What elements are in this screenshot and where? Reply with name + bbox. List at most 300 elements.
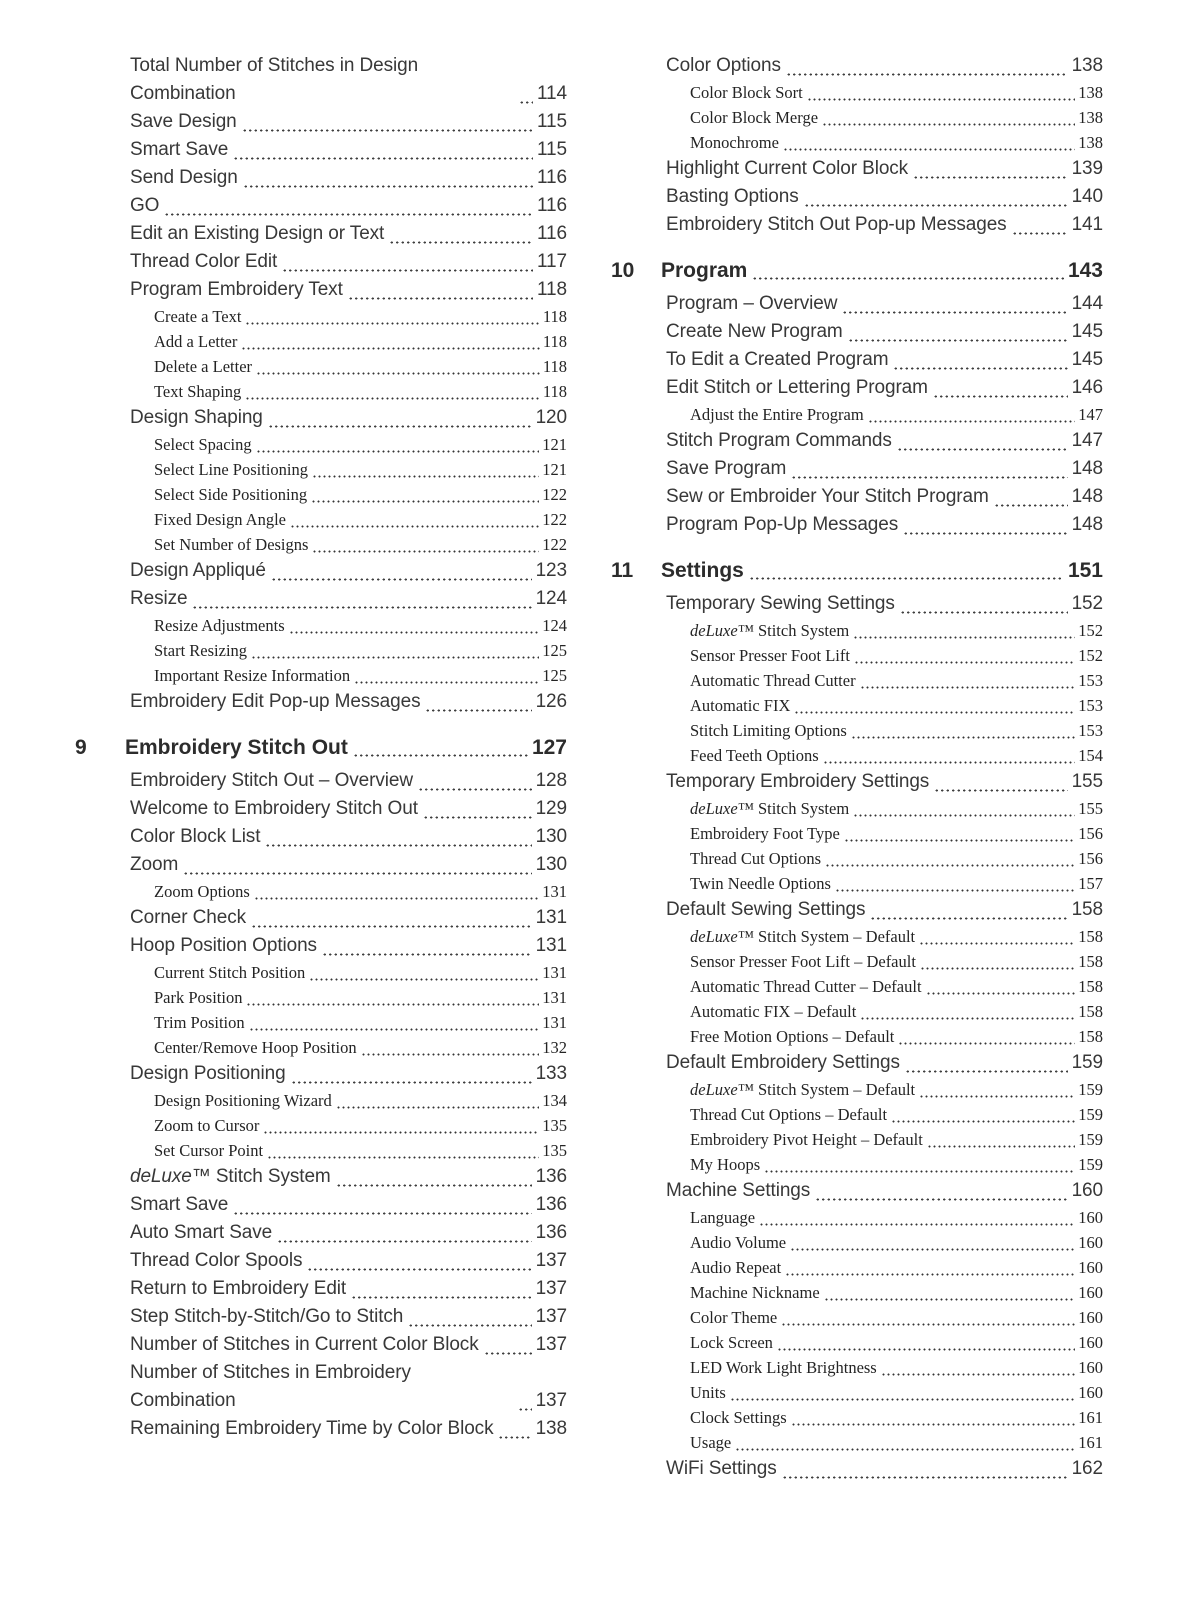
toc-entry[interactable] bbox=[666, 1455, 1103, 1483]
dot-leader-icon bbox=[783, 148, 1075, 151]
toc-entry[interactable] bbox=[130, 52, 567, 108]
toc-entry-page: 138 bbox=[1078, 83, 1103, 102]
toc-entry-page: 159 bbox=[1078, 1080, 1103, 1099]
toc-entry[interactable] bbox=[154, 1010, 567, 1035]
dot-leader-icon bbox=[251, 656, 539, 659]
toc-entry-title: Send Design bbox=[130, 167, 238, 188]
toc-entry[interactable] bbox=[666, 1177, 1103, 1205]
toc-entry-title: Create New Program bbox=[666, 321, 843, 342]
toc-entry-title: Save Program bbox=[666, 458, 787, 479]
toc-entry[interactable] bbox=[690, 999, 1103, 1024]
toc-entry[interactable] bbox=[690, 1355, 1103, 1380]
toc-entry-page: 126 bbox=[535, 691, 567, 712]
toc-entry-title: Basting Options bbox=[666, 186, 799, 207]
dot-leader-icon bbox=[897, 448, 1068, 451]
toc-entry-title: Units bbox=[690, 1383, 726, 1402]
toc-entry-title: Create a Text bbox=[154, 307, 242, 326]
toc-entry-title: Embroidery Pivot Height – Default bbox=[690, 1130, 923, 1149]
toc-entry[interactable] bbox=[130, 904, 567, 932]
toc-entry-page: 131 bbox=[542, 1013, 567, 1032]
toc-entry-title: Start Resizing bbox=[154, 641, 248, 660]
dot-leader-icon bbox=[423, 816, 532, 819]
dot-leader-icon bbox=[853, 814, 1075, 817]
toc-entry[interactable] bbox=[130, 1331, 567, 1359]
toc-entry-page: 162 bbox=[1071, 1458, 1103, 1479]
dot-leader-icon bbox=[309, 978, 539, 981]
toc-entry[interactable] bbox=[690, 1127, 1103, 1152]
toc-entry-title: deLuxe™ Stitch System – Default bbox=[690, 927, 916, 946]
toc-entry-title: Lock Screen bbox=[690, 1333, 773, 1352]
dot-leader-icon bbox=[312, 550, 539, 553]
toc-entry-page: 146 bbox=[1071, 377, 1103, 398]
toc-entry[interactable] bbox=[666, 590, 1103, 618]
dot-leader-icon bbox=[256, 450, 540, 453]
toc-chapter-entry[interactable] bbox=[611, 556, 1103, 586]
toc-entry-page: 152 bbox=[1078, 646, 1103, 665]
toc-entry[interactable] bbox=[130, 1415, 567, 1443]
toc-entry[interactable] bbox=[130, 1191, 567, 1219]
toc-entry[interactable] bbox=[666, 155, 1103, 183]
dot-leader-icon bbox=[498, 1436, 531, 1439]
dot-leader-icon bbox=[267, 1156, 539, 1159]
dot-leader-icon bbox=[781, 1323, 1075, 1326]
toc-entry[interactable] bbox=[130, 108, 567, 136]
toc-entry[interactable] bbox=[690, 1077, 1103, 1102]
toc-entry-title: Automatic FIX – Default bbox=[690, 1002, 857, 1021]
toc-entry-title: Resize Adjustments bbox=[154, 616, 285, 635]
toc-entry-title: Set Cursor Point bbox=[154, 1141, 264, 1160]
toc-entry-page: 134 bbox=[542, 1091, 567, 1110]
toc-entry[interactable] bbox=[690, 974, 1103, 999]
dot-leader-icon bbox=[484, 1352, 532, 1355]
toc-entry-page: 135 bbox=[542, 1116, 567, 1135]
toc-entry-title: Audio Repeat bbox=[690, 1258, 782, 1277]
toc-entry[interactable] bbox=[130, 851, 567, 879]
toc-entry-page: 156 bbox=[1078, 824, 1103, 843]
dot-leader-icon bbox=[934, 789, 1067, 792]
toc-entry[interactable] bbox=[666, 374, 1103, 402]
toc-entry[interactable] bbox=[130, 192, 567, 220]
toc-entry-title: Clock Settings bbox=[690, 1408, 787, 1427]
toc-entry[interactable] bbox=[130, 767, 567, 795]
toc-entry[interactable] bbox=[154, 432, 567, 457]
toc-entry-title: Select Spacing bbox=[154, 435, 252, 454]
dot-leader-icon bbox=[290, 525, 539, 528]
toc-entry-page: 140 bbox=[1071, 186, 1103, 207]
dot-leader-icon bbox=[898, 1042, 1075, 1045]
toc-entry[interactable] bbox=[130, 1219, 567, 1247]
toc-entry[interactable] bbox=[666, 455, 1103, 483]
toc-entry-page: 156 bbox=[1078, 849, 1103, 868]
toc-entry[interactable] bbox=[666, 427, 1103, 455]
dot-leader-icon bbox=[1012, 232, 1068, 235]
toc-entry[interactable] bbox=[690, 1024, 1103, 1049]
toc-entry[interactable] bbox=[666, 768, 1103, 796]
dot-leader-icon bbox=[245, 397, 540, 400]
toc-entry-title: Step Stitch-by-Stitch/Go to Stitch bbox=[130, 1306, 404, 1327]
toc-entry[interactable] bbox=[130, 823, 567, 851]
toc-entry-page: 160 bbox=[1078, 1308, 1103, 1327]
dot-leader-icon bbox=[389, 241, 533, 244]
toc-entry[interactable] bbox=[690, 1255, 1103, 1280]
toc-entry-title: Color Options bbox=[666, 55, 781, 76]
toc-entry[interactable] bbox=[690, 80, 1103, 105]
toc-entry-page: 160 bbox=[1078, 1383, 1103, 1402]
toc-entry-title: Design Positioning Wizard bbox=[154, 1091, 332, 1110]
toc-entry-title: Park Position bbox=[154, 988, 243, 1007]
toc-entry-title: Embroidery Stitch Out Pop-up Messages bbox=[666, 214, 1007, 235]
toc-entry[interactable] bbox=[690, 1280, 1103, 1305]
toc-entry-page: 158 bbox=[1078, 927, 1103, 946]
dot-leader-icon bbox=[927, 1145, 1075, 1148]
dot-leader-icon bbox=[735, 1448, 1075, 1451]
dot-leader-icon bbox=[853, 636, 1075, 639]
toc-entry-page: 155 bbox=[1071, 771, 1103, 792]
dot-leader-icon bbox=[418, 788, 532, 791]
toc-entry[interactable] bbox=[690, 1305, 1103, 1330]
dot-leader-icon bbox=[268, 425, 532, 428]
toc-entry-title: Color Block Sort bbox=[690, 83, 803, 102]
toc-entry-title: Automatic Thread Cutter – Default bbox=[690, 977, 922, 996]
toc-entry-title: Auto Smart Save bbox=[130, 1222, 273, 1243]
toc-entry-title: Monochrome bbox=[690, 133, 779, 152]
toc-entry[interactable] bbox=[690, 130, 1103, 155]
toc-entry-title: deLuxe™ Stitch System bbox=[690, 799, 850, 818]
toc-entry-page: 152 bbox=[1071, 593, 1103, 614]
toc-entry-page: 151 bbox=[1067, 559, 1103, 582]
toc-entry[interactable] bbox=[130, 932, 567, 960]
toc-entry-page: 137 bbox=[535, 1278, 567, 1299]
dot-leader-icon bbox=[844, 839, 1075, 842]
toc-entry[interactable] bbox=[154, 1138, 567, 1163]
dot-leader-icon bbox=[245, 322, 539, 325]
toc-entry[interactable] bbox=[130, 1303, 567, 1331]
dot-leader-icon bbox=[263, 1131, 539, 1134]
toc-entry-page: 128 bbox=[535, 770, 567, 791]
toc-entry[interactable] bbox=[154, 1088, 567, 1113]
toc-entry-title: To Edit a Created Program bbox=[666, 349, 889, 370]
dot-leader-icon bbox=[870, 917, 1067, 920]
toc-entry[interactable] bbox=[154, 457, 567, 482]
toc-entry-title: Remaining Embroidery Time by Color Block bbox=[130, 1418, 494, 1439]
toc-entry-page: 131 bbox=[535, 935, 567, 956]
toc-entry[interactable] bbox=[130, 1275, 567, 1303]
toc-entry-title: Machine Settings bbox=[666, 1180, 811, 1201]
toc-entry-title: Number of Stitches in Embroidery Combination bbox=[130, 1362, 411, 1411]
toc-entry-title: Resize bbox=[130, 588, 188, 609]
toc-entry-title: Zoom Options bbox=[154, 882, 250, 901]
dot-leader-icon bbox=[277, 1240, 531, 1243]
toc-entry[interactable] bbox=[130, 404, 567, 432]
toc-entry-title: Select Line Positioning bbox=[154, 460, 308, 479]
toc-entry-title: Welcome to Embroidery Stitch Out bbox=[130, 798, 418, 819]
toc-entry[interactable] bbox=[690, 1430, 1103, 1455]
toc-entry[interactable] bbox=[690, 643, 1103, 668]
toc-entry-page: 118 bbox=[542, 307, 567, 326]
dot-leader-icon bbox=[730, 1398, 1075, 1401]
dot-leader-icon bbox=[860, 1017, 1075, 1020]
toc-entry[interactable] bbox=[130, 585, 567, 613]
dot-leader-icon bbox=[289, 631, 540, 634]
dot-leader-icon bbox=[791, 476, 1067, 479]
toc-entry[interactable] bbox=[666, 290, 1103, 318]
toc-entry-page: 121 bbox=[542, 460, 567, 479]
toc-entry[interactable] bbox=[154, 960, 567, 985]
toc-entry[interactable] bbox=[154, 1113, 567, 1138]
toc-entry-title: Hoop Position Options bbox=[130, 935, 317, 956]
toc-entry-page: 131 bbox=[542, 963, 567, 982]
toc-entry[interactable] bbox=[154, 379, 567, 404]
toc-entry[interactable] bbox=[666, 483, 1103, 511]
toc-entry-title: Program Embroidery Text bbox=[130, 279, 343, 300]
toc-entry[interactable] bbox=[130, 1359, 567, 1415]
dot-leader-icon bbox=[249, 1028, 540, 1031]
toc-entry-title: Delete a Letter bbox=[154, 357, 253, 376]
toc-entry-title: Free Motion Options – Default bbox=[690, 1027, 895, 1046]
chapter-number: 9 bbox=[75, 736, 87, 759]
dot-leader-icon bbox=[777, 1348, 1075, 1351]
toc-entry-title: Trim Position bbox=[154, 1013, 245, 1032]
dot-leader-icon bbox=[868, 420, 1076, 423]
toc-entry[interactable] bbox=[666, 896, 1103, 924]
toc-entry[interactable] bbox=[690, 924, 1103, 949]
toc-entry[interactable] bbox=[666, 511, 1103, 539]
toc-entry-title: Zoom bbox=[130, 854, 179, 875]
toc-entry-page: 159 bbox=[1078, 1155, 1103, 1174]
toc-entry-page: 160 bbox=[1078, 1208, 1103, 1227]
toc-column-right bbox=[611, 52, 1103, 1570]
toc-entry-title: Number of Stitches in Current Color Block bbox=[130, 1334, 479, 1355]
toc-entry[interactable] bbox=[666, 183, 1103, 211]
toc-entry[interactable] bbox=[130, 795, 567, 823]
toc-entry-title: Thread Cut Options – Default bbox=[690, 1105, 888, 1124]
toc-entry[interactable] bbox=[154, 985, 567, 1010]
toc-entry-page: 159 bbox=[1078, 1105, 1103, 1124]
dot-leader-icon bbox=[322, 953, 532, 956]
toc-entry-title: Embroidery Stitch Out bbox=[125, 736, 348, 759]
toc-entry[interactable] bbox=[154, 354, 567, 379]
toc-entry[interactable] bbox=[690, 718, 1103, 743]
toc-entry-page: 122 bbox=[542, 535, 567, 554]
toc-entry-page: 159 bbox=[1071, 1052, 1103, 1073]
dot-leader-icon bbox=[348, 297, 533, 300]
toc-entry[interactable] bbox=[130, 276, 567, 304]
dot-leader-icon bbox=[905, 1070, 1068, 1073]
toc-entry[interactable] bbox=[690, 821, 1103, 846]
dot-leader-icon bbox=[256, 372, 540, 375]
toc-entry-page: 158 bbox=[1078, 952, 1103, 971]
toc-entry-title: Design Shaping bbox=[130, 407, 263, 428]
toc-entry[interactable] bbox=[130, 1163, 567, 1191]
toc-entry-page: 118 bbox=[542, 332, 567, 351]
toc-entry-page: 138 bbox=[1078, 108, 1103, 127]
toc-entry-title: Color Block Merge bbox=[690, 108, 819, 127]
dot-leader-icon bbox=[271, 578, 532, 581]
toc-entry-title: Highlight Current Color Block bbox=[666, 158, 909, 179]
toc-chapter-entry[interactable] bbox=[75, 733, 567, 763]
toc-entry-page: 131 bbox=[542, 988, 567, 1007]
toc-entry-page: 136 bbox=[535, 1194, 567, 1215]
toc-entry[interactable] bbox=[130, 1060, 567, 1088]
toc-entry[interactable] bbox=[690, 796, 1103, 821]
toc-entry[interactable] bbox=[690, 105, 1103, 130]
toc-entry[interactable] bbox=[154, 879, 567, 904]
toc-entry[interactable] bbox=[154, 482, 567, 507]
toc-entry-page: 154 bbox=[1078, 746, 1103, 765]
toc-entry[interactable] bbox=[666, 346, 1103, 374]
toc-entry[interactable] bbox=[690, 1152, 1103, 1177]
toc-entry[interactable] bbox=[690, 1205, 1103, 1230]
toc-entry-page: 131 bbox=[535, 907, 567, 928]
dot-leader-icon bbox=[291, 1081, 532, 1084]
toc-entry[interactable] bbox=[130, 136, 567, 164]
toc-entry[interactable] bbox=[154, 663, 567, 688]
toc-entry[interactable] bbox=[690, 871, 1103, 896]
toc-entry-page: 115 bbox=[537, 111, 567, 132]
toc-entry-title: Fixed Design Angle bbox=[154, 510, 286, 529]
toc-entry-title: Adjust the Entire Program bbox=[690, 405, 864, 424]
dot-leader-icon bbox=[842, 311, 1067, 314]
dot-leader-icon bbox=[791, 1423, 1076, 1426]
toc-entry-page: 158 bbox=[1078, 1027, 1103, 1046]
toc-entry-page: 132 bbox=[542, 1038, 567, 1057]
chapter-number: 10 bbox=[611, 259, 635, 282]
dot-leader-icon bbox=[183, 872, 531, 875]
toc-entry[interactable] bbox=[154, 613, 567, 638]
dot-leader-icon bbox=[354, 681, 539, 684]
toc-entry[interactable] bbox=[690, 949, 1103, 974]
dot-leader-icon bbox=[881, 1373, 1076, 1376]
toc-chapter-entry[interactable] bbox=[611, 256, 1103, 286]
toc-entry-title: Automatic Thread Cutter bbox=[690, 671, 856, 690]
toc-entry[interactable] bbox=[690, 668, 1103, 693]
toc-entry[interactable] bbox=[154, 532, 567, 557]
toc-entry[interactable] bbox=[130, 248, 567, 276]
toc-entry-page: 125 bbox=[542, 641, 567, 660]
toc-entry[interactable] bbox=[154, 638, 567, 663]
toc-entry-title: Temporary Embroidery Settings bbox=[666, 771, 930, 792]
dot-leader-icon bbox=[815, 1198, 1067, 1201]
toc-entry-page: 145 bbox=[1071, 349, 1103, 370]
toc-entry[interactable] bbox=[666, 1049, 1103, 1077]
toc-entry-page: 138 bbox=[1078, 133, 1103, 152]
dot-leader-icon bbox=[361, 1053, 540, 1056]
toc-entry-title: Program bbox=[661, 259, 748, 282]
toc-entry-title: deLuxe™ Stitch System – Default bbox=[690, 1080, 916, 1099]
toc-entry-page: 137 bbox=[535, 1250, 567, 1271]
toc-entry-page: 131 bbox=[542, 882, 567, 901]
dot-leader-icon bbox=[241, 347, 539, 350]
toc-entry-page: 153 bbox=[1078, 721, 1103, 740]
toc-entry[interactable] bbox=[154, 304, 567, 329]
toc-entry-page: 124 bbox=[535, 588, 567, 609]
dot-leader-icon bbox=[351, 1296, 532, 1299]
toc-entry-page: 116 bbox=[537, 195, 567, 216]
toc-entry-title: Sew or Embroider Your Stitch Program bbox=[666, 486, 989, 507]
dot-leader-icon bbox=[807, 98, 1075, 101]
toc-entry[interactable] bbox=[690, 1380, 1103, 1405]
toc-entry-title: Thread Cut Options bbox=[690, 849, 822, 868]
dot-leader-icon bbox=[192, 606, 531, 609]
dot-leader-icon bbox=[851, 736, 1075, 739]
toc-entry-title: Stitch Limiting Options bbox=[690, 721, 847, 740]
toc-entry-page: 118 bbox=[542, 382, 567, 401]
toc-entry-page: 136 bbox=[535, 1166, 567, 1187]
toc-entry[interactable] bbox=[690, 1405, 1103, 1430]
toc-entry[interactable] bbox=[154, 1035, 567, 1060]
toc-entry[interactable] bbox=[130, 1247, 567, 1275]
toc-entry-page: 133 bbox=[535, 1063, 567, 1084]
toc-entry[interactable] bbox=[154, 329, 567, 354]
toc-entry-page: 143 bbox=[1067, 259, 1103, 282]
toc-entry-page: 153 bbox=[1078, 671, 1103, 690]
toc-entry-page: 161 bbox=[1078, 1408, 1103, 1427]
toc-entry[interactable] bbox=[130, 688, 567, 716]
toc-entry[interactable] bbox=[690, 1330, 1103, 1355]
toc-entry-page: 135 bbox=[542, 1141, 567, 1160]
dot-leader-icon bbox=[903, 532, 1067, 535]
toc-entry[interactable] bbox=[130, 220, 567, 248]
toc-entry-page: 122 bbox=[542, 510, 567, 529]
toc-entry[interactable] bbox=[690, 743, 1103, 768]
toc-entry-page: 115 bbox=[537, 139, 567, 160]
dot-leader-icon bbox=[408, 1324, 531, 1327]
toc-entry[interactable] bbox=[690, 1230, 1103, 1255]
toc-entry-title: Thread Color Spools bbox=[130, 1250, 303, 1271]
toc-entry-title: Sensor Presser Foot Lift bbox=[690, 646, 850, 665]
toc-entry-title: Feed Teeth Options bbox=[690, 746, 819, 765]
toc-entry-page: 148 bbox=[1071, 486, 1103, 507]
toc-entry[interactable] bbox=[690, 693, 1103, 718]
toc-entry-page: 118 bbox=[542, 357, 567, 376]
toc-entry-title: Text Shaping bbox=[154, 382, 242, 401]
toc-entry[interactable] bbox=[130, 557, 567, 585]
dot-leader-icon bbox=[822, 123, 1075, 126]
toc-entry-page: 137 bbox=[535, 1390, 567, 1411]
toc-entry[interactable] bbox=[690, 1102, 1103, 1127]
toc-entry-title: Corner Check bbox=[130, 907, 247, 928]
toc-entry[interactable] bbox=[666, 318, 1103, 346]
toc-entry-page: 138 bbox=[535, 1418, 567, 1439]
toc-entry[interactable] bbox=[154, 507, 567, 532]
toc-entry[interactable] bbox=[130, 164, 567, 192]
dot-leader-icon bbox=[254, 897, 539, 900]
toc-entry-title: Return to Embroidery Edit bbox=[130, 1278, 347, 1299]
dot-leader-icon bbox=[251, 925, 532, 928]
toc-entry-page: 137 bbox=[535, 1334, 567, 1355]
toc-entry[interactable] bbox=[690, 618, 1103, 643]
dot-leader-icon bbox=[246, 1003, 539, 1006]
dot-leader-icon bbox=[311, 500, 539, 503]
toc-entry-page: 157 bbox=[1078, 874, 1103, 893]
toc-entry[interactable] bbox=[690, 846, 1103, 871]
dot-leader-icon bbox=[518, 1408, 532, 1411]
dot-leader-icon bbox=[353, 754, 528, 757]
dot-leader-icon bbox=[265, 844, 531, 847]
dot-leader-icon bbox=[891, 1120, 1075, 1123]
toc-entry[interactable] bbox=[666, 211, 1103, 239]
toc-entry-title: Set Number of Designs bbox=[154, 535, 309, 554]
dot-leader-icon bbox=[786, 73, 1068, 76]
toc-entry-page: 148 bbox=[1071, 458, 1103, 479]
toc-entry[interactable] bbox=[666, 52, 1103, 80]
toc-entry-title: Usage bbox=[690, 1433, 732, 1452]
toc-entry-title: Embroidery Stitch Out – Overview bbox=[130, 770, 413, 791]
toc-entry-title: Color Theme bbox=[690, 1308, 778, 1327]
toc-entry-title: deLuxe™ Stitch System bbox=[130, 1166, 331, 1187]
toc-entry-page: 159 bbox=[1078, 1130, 1103, 1149]
toc-entry[interactable] bbox=[690, 402, 1103, 427]
